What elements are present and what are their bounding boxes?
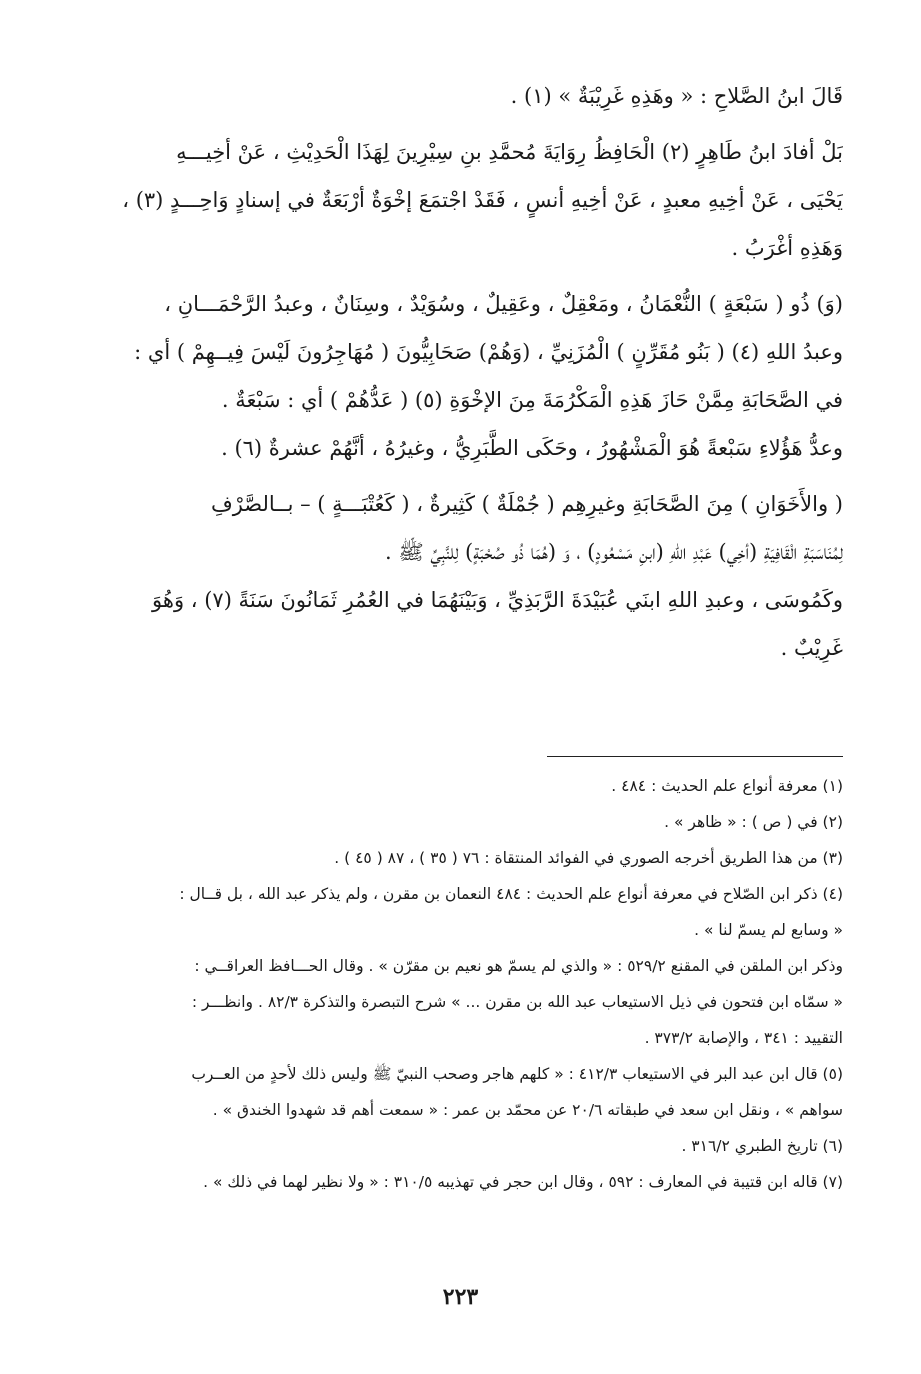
paragraph-ibn-salah	[78, 72, 843, 120]
footnotes	[78, 768, 843, 1200]
text-line: ( والأَخَوَانِ ) مِنَ الصَّحَابَةِ وغيرِهِم ( جُمْلَةٌ ) كَثِيرةٌ ، ( كَعُتْبَـــةٍ ) – بــالصَّرْفِ	[210, 492, 843, 516]
footnote-separator	[547, 756, 843, 757]
footnote-2	[78, 804, 843, 840]
text-line: قَالَ ابنُ الصَّلاحِ : « وهَذِهِ غَرِيْبَةٌ » (١) .	[510, 84, 843, 108]
text-line: (وَ) ذُو ( سَبْعَةٍ ) النُّعْمَانُ ، ومَعْقِلٌ ، وعَقِيلٌ ، وسُوَيْدٌ ، وسِنَانٌ ، وعبدُ الرَّحْمَـــانِ ،	[164, 292, 843, 316]
paragraph-musa	[78, 576, 843, 672]
text-line: وكَمُوسَى ، وعبدِ اللهِ ابنَي عُبَيْدَةَ الرَّبَذِيِّ ، وَبَيْنَهُمَا في العُمُرِ ثَمَانُونَ سَنَةً (٧) ، وَهُوَ	[152, 588, 843, 612]
footnote-line: (٥) قال ابن عبد البر في الاستيعاب ٤١٢/٣ : « كلهم هاجر وصحب النبيّ ﷺ وليس ذلك لأحدٍ من العــرب	[191, 1065, 843, 1083]
text-line: غَرِيْبٌ .	[780, 636, 843, 660]
footnote-6	[78, 1128, 843, 1164]
text-line: يَحْيَى ، عَنْ أخِيهِ معبدٍ ، عَنْ أخِيهِ أنسٍ ، فَقَدْ اجْتمَعَ إخْوَةٌ أرْبَعَةٌ في إسنادٍ وَاحِـــدٍ (٣) ،	[122, 188, 843, 212]
footnote-4	[78, 876, 843, 1056]
footnote-line: « سمّاه ابن فتحون في ذيل الاستيعاب عبد الله بن مقرن ... » شرح التبصرة والتذكرة ٨٢/٣ . وانظـــر :	[191, 993, 843, 1011]
footnote-line: (٤) ذكر ابن الصّلاح في معرفة أنواع علم الحديث : ٤٨٤ النعمان بن مقرن ، ولم يذكر عبد الله ، بل قــال :	[179, 885, 843, 903]
page-number: ٢٢٣	[442, 1284, 479, 1310]
footnote-line: (٢) في ( ص ) : « ظاهر » .	[664, 813, 843, 831]
text-line: في الصَّحَابَةِ مِمَّنْ حَازَ هَذِهِ الْمَكْرُمَةَ مِنَ الإخْوَةِ (٥) ( عَدُّهُمْ ) أي : سَبْعَةٌ .	[221, 388, 843, 412]
footnote-line: وذكر ابن الملقن في المقنع ٥٢٩/٢ : « والذي لم يسمّ هو نعيم بن مقرّن » . وقال الحـــافظ العراقــي :	[194, 957, 843, 975]
main-text	[78, 72, 843, 672]
footnote-line: (١) معرفة أنواع علم الحديث : ٤٨٤ .	[611, 777, 843, 795]
footnote-line: (٧) قاله ابن قتيبة في المعارف : ٥٩٢ ، وقال ابن حجر في تهذيبه ٣١٠/٥ : « ولا نظير لهما في ذلك » .	[203, 1173, 843, 1191]
footnote-5	[78, 1056, 843, 1128]
paragraph-seven-brothers	[78, 280, 843, 424]
paragraph-tabari	[78, 424, 843, 472]
paragraph-ibn-tahir	[78, 128, 843, 272]
text-line: لِمُنَاسَبَةِ الْقَافِيَةِ (أخِي) عَبْدِ اللهِ (ابنِ مَسْعُودٍ) ، وَ (هُمَا ذُو صُحْبَةٍ) لِلنَّبِيِّ ﷺ .	[384, 540, 843, 564]
text-line: وعبدُ اللهِ (٤) ( بَنُو مُقَرِّنٍ ) الْمُزَنِيِّ ، (وَهُمْ) صَحَابِيُّونَ ( مُهَاجِرُونَ لَيْسَ فِيــهِمْ ) أي :	[134, 340, 843, 364]
text-line: وَهَذِهِ أغْرَبُ .	[731, 236, 843, 260]
footnote-line: (٦) تاريخ الطبري ٣١٦/٢ .	[681, 1137, 843, 1155]
footnote-3	[78, 840, 843, 876]
footnote-line: « وسابع لم يسمّ لنا » .	[694, 921, 843, 939]
footnote-7	[78, 1164, 843, 1200]
footnote-1	[78, 768, 843, 804]
footnote-line: سواهم » ، ونقل ابن سعد في طبقاته ٢٠/٦ عن محمّد بن عمر : « سمعت أهم قد شهدوا الخندق » .	[212, 1101, 843, 1119]
text-line: وعدُّ هَؤُلاءِ سَبْعةً هُوَ الْمَشْهُورُ ، وحَكَى الطَّبَرِيُّ ، وغيرُهُ ، أنَّهُمْ عشرةٌ (٦) .	[221, 436, 843, 460]
paragraph-two-brothers	[78, 480, 843, 576]
footnote-line: التقييد : ٣٤١ ، والإصابة ٣٧٣/٢ .	[644, 1029, 843, 1047]
footnote-line: (٣) من هذا الطريق أخرجه الصوري في الفوائد المنتقاة : ٧٦ ( ٣٥ ) ، ٨٧ ( ٤٥ ) .	[334, 849, 843, 867]
text-line: بَلْ أفادَ ابنُ طَاهِرٍ (٢) الْحَافِظُ رِوَايَةَ مُحمَّدِ بنِ سِيْرِينَ لِهَذَا الْحَدِيْثِ ، عَنْ أخِيـــهِ	[176, 140, 843, 164]
